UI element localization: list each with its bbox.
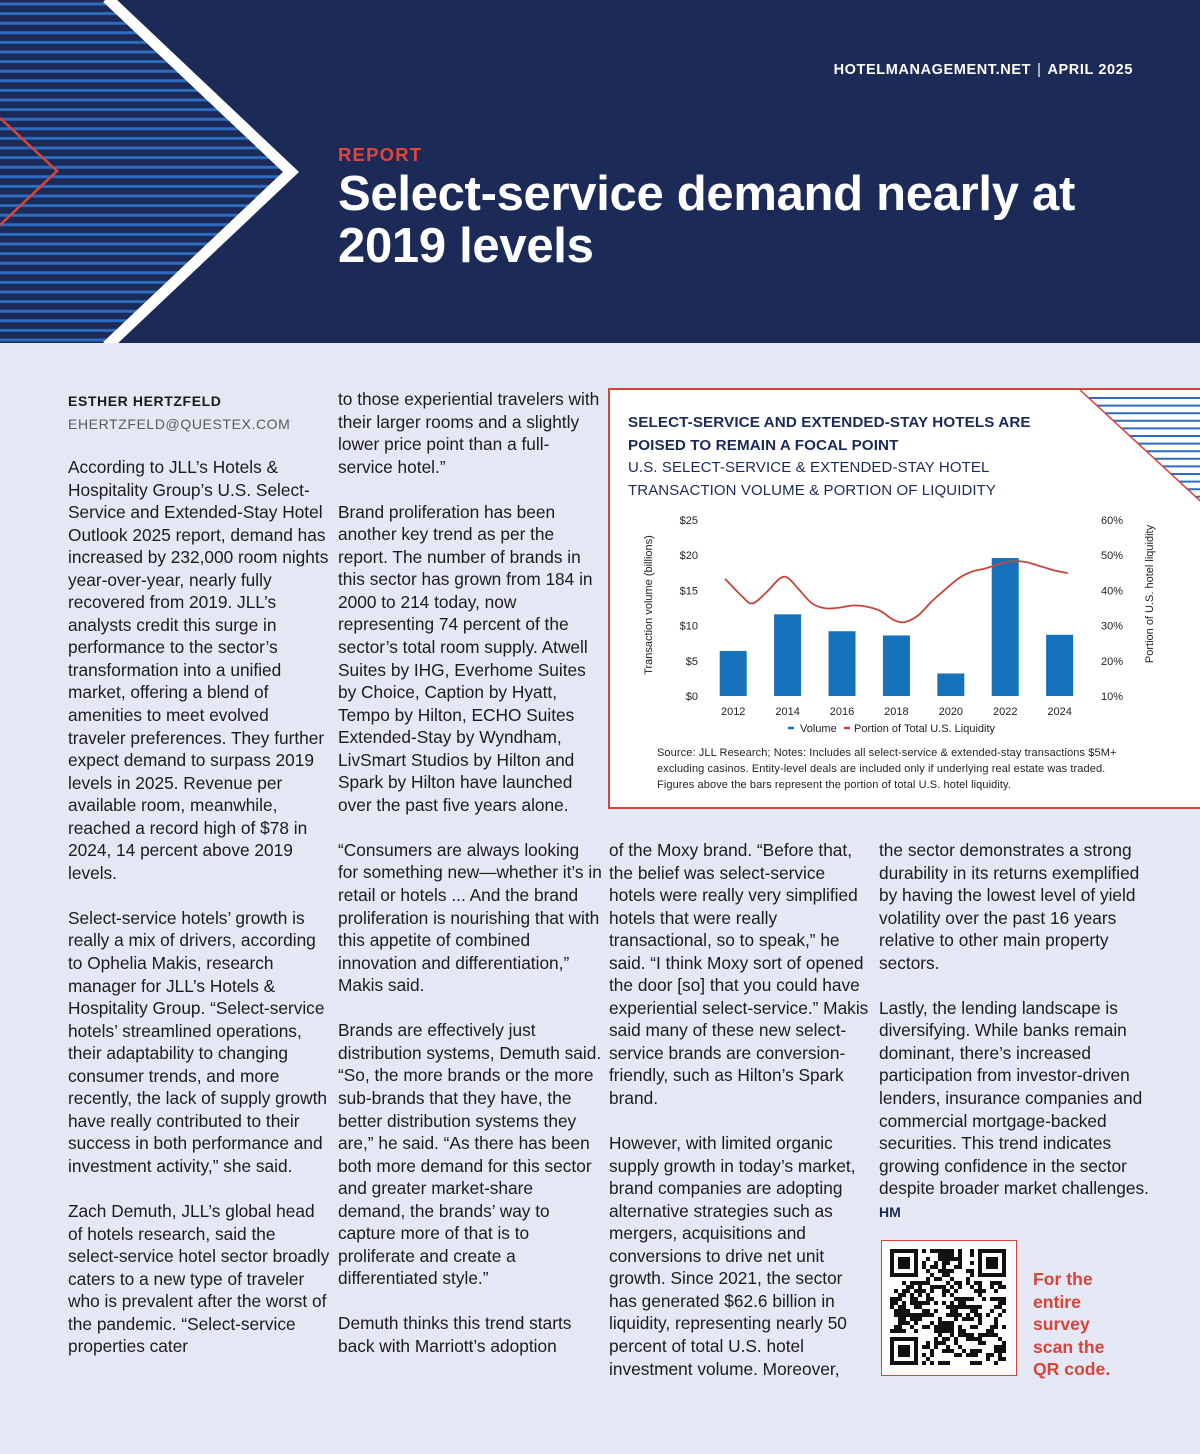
chart-panel	[608, 388, 1200, 809]
y-tick-label: $10	[679, 620, 698, 633]
y-tick-label: $0	[685, 691, 698, 703]
publication-info	[834, 62, 1133, 78]
paragraph: Brand proliferation has been another key trend as per the report. The number of brands in this sector has grown from 184 in 2000 to 214 today, now representing 74 percent of the sector’s total room supply. Atwell Suites by IHG, Everhome Suites by Choice, Caption by Hyatt, Tempo by Hilton, ECHO Suites Extended-Stay by Wyndham, LivSmart Studios by Hilton and Spark by Hilton have launched over the past five years alone.	[338, 501, 593, 815]
qr-modules	[890, 1249, 1006, 1365]
chart-subtitle: U.S. SELECT-SERVICE & EXTENDED-STAY HOTEL TRANSACTION VOLUME & PORTION OF LIQUIDITY	[628, 459, 997, 499]
paragraph: of the Moxy brand. “Before that, the belief was select-service hotels were really very simplified hotels that were really transactional, so to speak,” he said. “I think Moxy sort of opened the door [so] that you could have experiential select-service.” Makis said many of these new select-service brands are conversion-friendly, such as Hilton’s Spark brand.	[609, 840, 869, 1109]
x-tick-label: 2014	[775, 706, 800, 718]
chart-source-note: Source: JLL Research; Notes: Includes all select-service & extended-stay transactions $5M+ excluding casinos. Entity-level deals are included only if underlying real estate was traded. Figures above the bars represent the portion of total U.S. hotel liquidity.	[657, 747, 1117, 791]
end-mark: HM	[879, 1203, 901, 1220]
paragraph: “Consumers are always looking for something new—whether it’s in retail or hotels ... And the brand proliferation is nourishing that with this appetite of combined innovation and differentiation,” Makis said.	[338, 839, 602, 996]
paragraph: Zach Demuth, JLL’s global head of hotels research, said the select-service hotel sector broadly caters to a new type of traveler who is prevalent after the worst of the pandemic. “Select-service properties cater	[68, 1201, 330, 1357]
y-tick-label: $20	[679, 550, 698, 563]
y2-tick-label: 20%	[1100, 655, 1123, 668]
article-column-4	[879, 839, 1149, 1223]
article-column-1	[68, 456, 330, 1358]
article-column-3	[609, 839, 871, 1380]
paragraph: Brands are effectively just distribution systems, Demuth said. “So, the more brands or the more sub-brands that they have, the better distribution systems they are,” he said. “As there has been both more demand for this sector and greater market-share demand, the brands’ way to capture more of that is to proliferate and create a differentiated style.”	[338, 1020, 602, 1289]
x-tick-label: 2016	[829, 706, 855, 718]
bar-volume-2016	[829, 631, 856, 696]
header-banner	[0, 0, 1200, 343]
paragraph: According to JLL’s Hotels & Hospitality Group’s U.S. Select-Service and Extended-Stay Hotel Outlook 2025 report, demand has increased by 232,000 room nights year-over-year, nearly fully recovered from 2019. JLL’s analysts credit this surge in performance to the sector’s transformation into a unified market, offering a blend of amenities to meet evolved traveler preferences. They further expect demand to surpass 2019 levels in 2025. Revenue per available room, meanwhile, reached a record high of $78 in 2024, 14 percent above 2019 levels.	[68, 457, 329, 883]
x-tick-label: 2020	[938, 706, 964, 718]
y2-tick-label: 30%	[1100, 620, 1123, 633]
legend-label-liquidity: Portion of Total U.S. Liquidity	[854, 723, 996, 735]
bar-volume-2020	[937, 673, 964, 696]
bar-volume-2018	[883, 635, 910, 696]
issue-date: APRIL 2025	[1047, 62, 1133, 78]
publication-name: HOTELMANAGEMENT.NET	[833, 62, 1032, 78]
section-kicker: REPORT	[338, 144, 423, 165]
paragraph: to those experiential travelers with their larger rooms and a slightly lower price point than a full-service hotel.”	[338, 389, 600, 477]
y-axis-label: Transaction volume (billions)	[643, 535, 655, 675]
separator: |	[1037, 62, 1042, 78]
bar-volume-2014	[774, 614, 801, 696]
paragraph	[879, 997, 1149, 1223]
x-tick-label: 2018	[884, 706, 909, 718]
article-column-2	[338, 388, 602, 1358]
legend-label-volume: Volume	[800, 723, 837, 735]
byline	[68, 392, 330, 433]
chart-title: SELECT-SERVICE AND EXTENDED-STAY HOTELS ARE POISED TO REMAIN A FOCAL POINT	[628, 414, 1031, 454]
y2-tick-label: 40%	[1100, 585, 1123, 598]
y2-tick-label: 50%	[1100, 550, 1123, 563]
paragraph: the sector demonstrates a strong durability in its returns exemplified by having the lowest level of yield volatility over the past 16 years relative to other main property sectors.	[879, 840, 1140, 973]
y-tick-label: $25	[679, 515, 698, 527]
bar-volume-2012	[720, 651, 747, 696]
paragraph-text: Lastly, the lending landscape is diversifying. While banks remain dominant, there’s increased participation from investor-driven lenders, insurance companies and commercial mortgage-backed securities. This trend indicates growing confidence in the sector despite broader market challenges.	[879, 997, 1149, 1199]
x-tick-label: 2022	[992, 706, 1018, 718]
qr-code-icon[interactable]	[882, 1241, 1015, 1374]
y2-axis-label: Portion of U.S. hotel liquidity	[1144, 524, 1156, 664]
author-name: ESTHER HERTZFELD	[68, 393, 222, 409]
x-tick-label: 2012	[720, 706, 746, 718]
bar-volume-2024	[1046, 635, 1073, 696]
paragraph: Select-service hotels’ growth is really a mix of drivers, according to Ophelia Makis, research manager for JLL’s Hotels & Hospitality Group. “Select-service hotels’ streamlined operations, their adaptability to changing consumer trends, and more recently, the lack of supply growth have really contributed to their success in both performance and investment activity,” she said.	[68, 907, 328, 1176]
bar-volume-2022	[992, 558, 1019, 696]
paragraph: Demuth thinks this trend starts back with Marriott’s adoption	[338, 1313, 572, 1356]
y2-tick-label: 10%	[1100, 691, 1123, 703]
y-tick-label: $5	[685, 655, 698, 668]
paragraph: However, with limited organic supply growth in today’s market, brand companies are adopting alternative strategies such as mergers, acquisitions and conversions to drive net unit growth. Since 2021, the sector has generated $62.6 billion in liquidity, representing nearly 50 percent of total U.S. hotel investment volume. Moreover,	[609, 1133, 856, 1379]
y2-tick-label: 60%	[1100, 515, 1123, 527]
qr-code-frame[interactable]	[881, 1240, 1017, 1376]
decorative-diagonal	[1080, 390, 1200, 510]
chevron-stripe-decoration	[0, 0, 310, 343]
x-tick-label: 2024	[1047, 706, 1072, 718]
y-tick-label: $15	[679, 585, 698, 598]
author-email[interactable]: EHERTZFELD@QUESTEX.COM	[68, 416, 291, 432]
qr-call-to-action: For the entire survey scan the QR code.	[1033, 1269, 1111, 1380]
article-title: Select-service demand nearly at 2019 levels	[338, 167, 1075, 273]
corner-chevron-decoration	[1080, 390, 1200, 512]
